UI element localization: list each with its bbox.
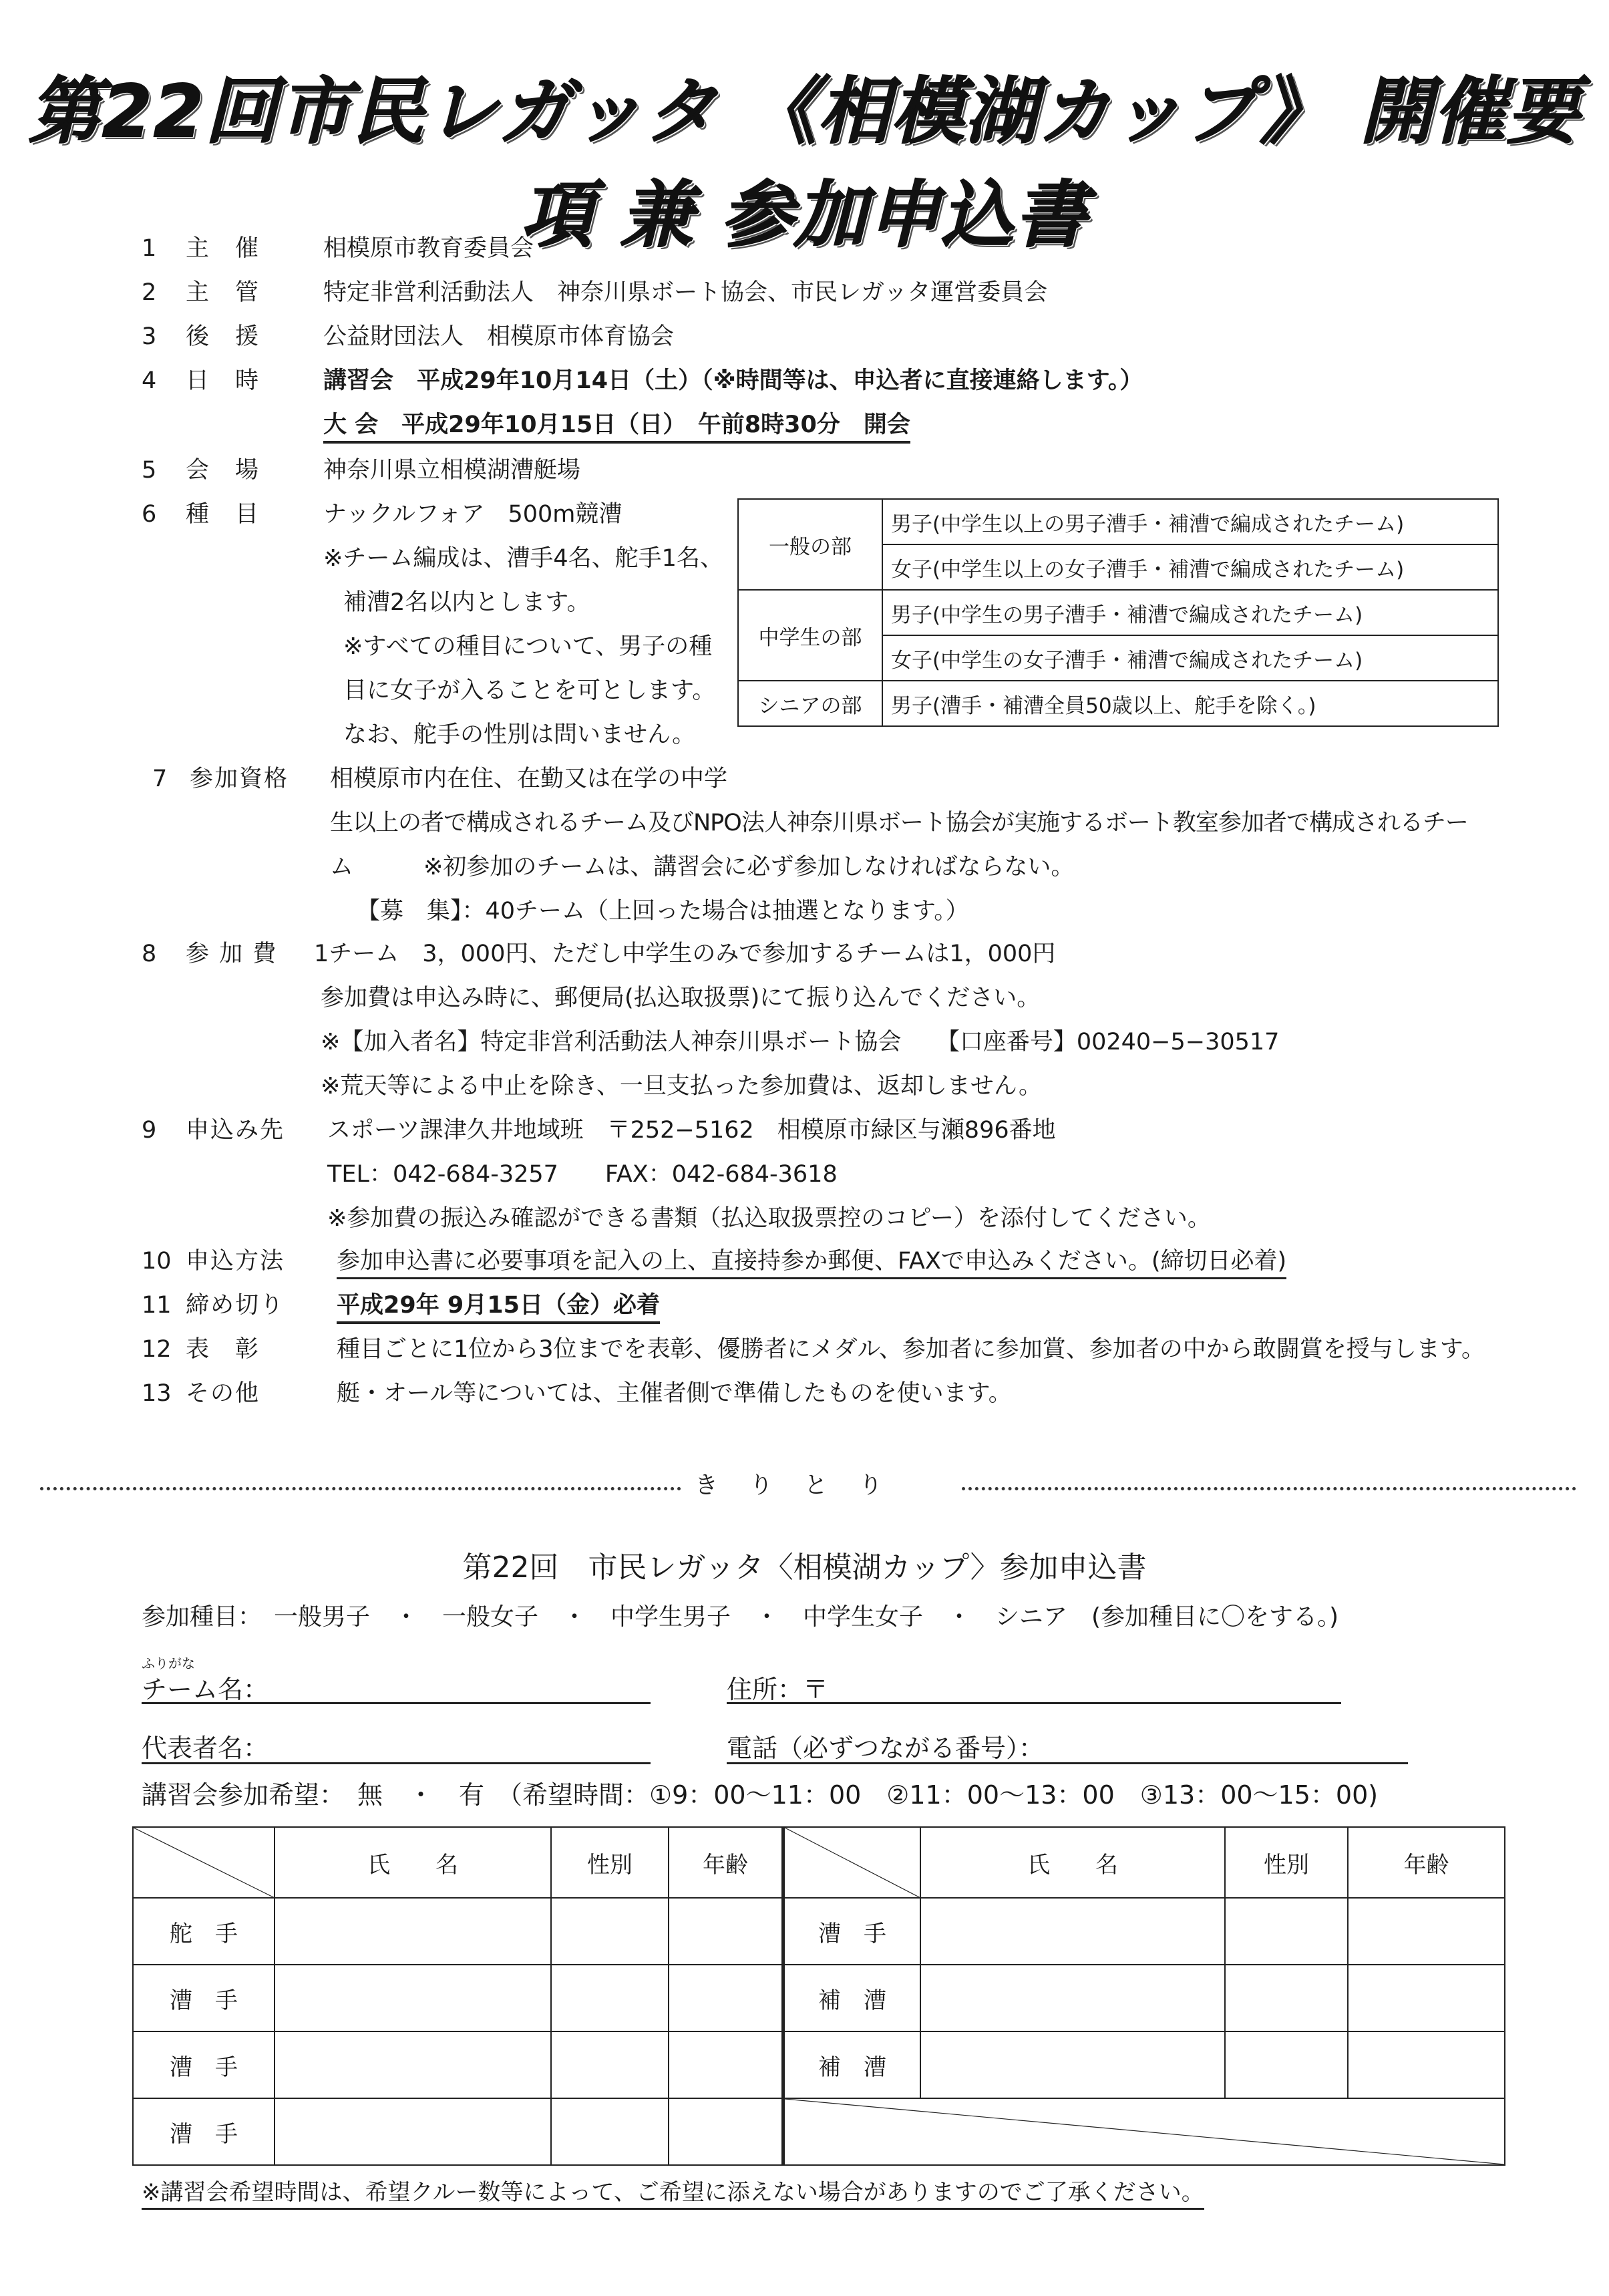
sex-input-cell[interactable] xyxy=(551,2031,669,2098)
role-cell: 補 漕 xyxy=(783,1965,921,2031)
header-name: 氏 名 xyxy=(275,1827,551,1898)
name-input-cell[interactable] xyxy=(920,2031,1225,2098)
unused-cell xyxy=(783,2098,1505,2165)
section-label: 参加資格 xyxy=(190,766,289,792)
events-selection[interactable]: 参加種目： 一般男子 ・ 一般女子 ・ 中学生男子 ・ 中学生女子 ・ シニア (参加種目に〇をする。) xyxy=(142,1603,1339,1631)
sex-input-cell[interactable] xyxy=(551,1898,669,1965)
contact-line: TEL：042-684-3257 FAX：042-684-3618 xyxy=(327,1161,838,1188)
section-number: 12 xyxy=(142,1336,172,1363)
representative-label: 代表者名： xyxy=(142,1734,269,1763)
section-label: 会 場 xyxy=(186,457,260,484)
cut-line-label: き り と り xyxy=(695,1472,887,1499)
name-input-cell[interactable] xyxy=(920,1898,1225,1965)
age-input-cell[interactable] xyxy=(669,2031,783,2098)
role-cell: 舵 手 xyxy=(133,1898,275,1965)
team-name-field[interactable] xyxy=(142,1702,651,1704)
fee-line: 参加費は申込み時に、郵便局(払込取扱票)にて振り込んでください。 xyxy=(321,985,1041,1011)
age-input-cell[interactable] xyxy=(1348,1965,1505,2031)
header-sex: 性別 xyxy=(1225,1827,1348,1898)
sex-input-cell[interactable] xyxy=(551,2098,669,2165)
age-input-cell[interactable] xyxy=(1348,2031,1505,2098)
lecture-date: 講習会 平成29年10月14日（土）（※時間等は、申込者に直接連絡します。） xyxy=(323,367,1143,394)
category-male: 男子(中学生以上の男子漕手・補漕で編成されたチーム) xyxy=(882,499,1498,544)
section-text: 特定非営利活動法人 神奈川県ボート協会、市民レガッタ運営委員会 xyxy=(323,279,1048,306)
phone-label: 電話（必ずつながる番号）： xyxy=(727,1734,1045,1763)
form-title: 第22回 市民レガッタ〈相模湖カップ〉参加申込書 xyxy=(462,1550,1147,1585)
recruitment-line: 【募 集】：40チーム（上回った場合は抽選となります。） xyxy=(357,898,969,925)
name-input-cell[interactable] xyxy=(920,1965,1225,2031)
representative-field[interactable] xyxy=(142,1762,651,1764)
header-age: 年齢 xyxy=(669,1827,783,1898)
section-number: 13 xyxy=(142,1380,172,1407)
section-text: 相模原市教育委員会 xyxy=(323,235,534,262)
eligibility-line: ム ※初参加のチームは、講習会に必ず参加しなければならない。 xyxy=(330,854,1075,880)
sex-input-cell[interactable] xyxy=(1225,1898,1348,1965)
section-number: 6 xyxy=(142,501,157,528)
cut-line-right xyxy=(962,1487,1576,1490)
section-label: 表 彰 xyxy=(186,1336,260,1363)
age-input-cell[interactable] xyxy=(669,1965,783,2031)
age-input-cell[interactable] xyxy=(669,1898,783,1965)
event-line: ※チーム編成は、漕手4名、舵手1名、 xyxy=(323,545,723,572)
fee-line: ※【加入者名】特定非営利活動法人神奈川県ボート協会 【口座番号】00240−5−30517 xyxy=(321,1029,1280,1055)
section-text: 艇・オール等については、主催者側で準備したものを使います。 xyxy=(337,1380,1012,1407)
header-sex: 性別 xyxy=(551,1827,669,1898)
section-number: 5 xyxy=(142,457,157,484)
diagonal-line xyxy=(134,1828,274,1897)
section-number: 2 xyxy=(142,279,157,306)
age-input-cell[interactable] xyxy=(669,2098,783,2165)
corner-cell xyxy=(133,1827,275,1898)
sex-input-cell[interactable] xyxy=(551,1965,669,2031)
section-label: 日 時 xyxy=(186,367,260,394)
category-male: 男子(中学生の男子漕手・補漕で編成されたチーム) xyxy=(882,590,1498,635)
section-label: 主 催 xyxy=(186,235,260,262)
lecture-note: ※講習会希望時間は、希望クルー数等によって、ご希望に添えない場合がありますのでご了承ください。 xyxy=(142,2174,1204,2210)
role-cell: 漕 手 xyxy=(133,2098,275,2165)
name-input-cell[interactable] xyxy=(275,2031,551,2098)
section-number: 11 xyxy=(142,1292,172,1319)
section-number: 4 xyxy=(142,367,157,394)
category-male: 男子(漕手・補漕全員50歳以上、舵手を除く。) xyxy=(882,681,1498,726)
section-number: 8 xyxy=(142,941,157,967)
section-text: 公益財団法人 相模原市体育協会 xyxy=(323,323,675,350)
phone-field[interactable] xyxy=(727,1762,1408,1764)
event-line: 目に女子が入ることを可とします。 xyxy=(343,677,716,704)
section-label: 申込方法 xyxy=(186,1248,285,1275)
tournament-date: 大 会 平成29年10月15日（日） 午前8時30分 開会 xyxy=(323,410,910,444)
name-input-cell[interactable] xyxy=(275,2098,551,2165)
page-title: 第22回市民レガッタ 《相模湖カップ》 開催要項 兼 参加申込書 xyxy=(28,70,1581,257)
section-label: その他 xyxy=(186,1380,260,1407)
section-text: 神奈川県立相模湖漕艇場 xyxy=(323,457,581,484)
diagonal-line xyxy=(785,2099,1504,2164)
furigana-label: ふりがな xyxy=(142,1655,195,1671)
sex-input-cell[interactable] xyxy=(1225,2031,1348,2098)
section-label: 後 援 xyxy=(186,323,260,350)
section-label: 申込み先 xyxy=(186,1117,285,1144)
name-input-cell[interactable] xyxy=(275,1965,551,2031)
fee-line: 1チーム 3，000円、ただし中学生のみで参加するチームは1，000円 xyxy=(314,941,1056,967)
eligibility-line: 相模原市内在住、在勤又は在学の中学 xyxy=(330,766,728,792)
cut-line-left xyxy=(40,1487,681,1490)
age-input-cell[interactable] xyxy=(1348,1898,1505,1965)
section-text: 種目ごとに1位から3位までを表彰、優勝者にメダル、参加者に参加賞、参加者の中から敢闘賞を授与します。 xyxy=(337,1336,1485,1363)
sex-input-cell[interactable] xyxy=(1225,1965,1348,2031)
fee-line: ※荒天等による中止を除き、一旦支払った参加費は、返却しません。 xyxy=(321,1073,1043,1100)
category-female: 女子(中学生以上の女子漕手・補漕で編成されたチーム) xyxy=(882,544,1498,590)
category-group: 中学生の部 xyxy=(738,590,882,681)
deadline-text: 平成29年 9月15日（金）必着 xyxy=(337,1291,660,1324)
lecture-preference[interactable]: 講習会参加希望： 無 ・ 有 （希望時間：①9：00〜11：00 ②11：00〜13：00 ③13：00〜15：00) xyxy=(142,1780,1379,1810)
roster-table xyxy=(132,1826,1505,2166)
section-label: 参 加 費 xyxy=(186,941,278,967)
header-age: 年齢 xyxy=(1348,1827,1505,1898)
section-label: 主 管 xyxy=(186,279,260,306)
eligibility-line: 生以上の者で構成されるチーム及びNPO法人神奈川県ボート協会が実施するボート教室参加者で構成されるチー xyxy=(330,810,1468,836)
header-name: 氏 名 xyxy=(920,1827,1225,1898)
section-number: 9 xyxy=(142,1117,157,1144)
event-line: ※すべての種目について、男子の種 xyxy=(343,633,713,660)
role-cell: 漕 手 xyxy=(133,1965,275,2031)
role-cell: 漕 手 xyxy=(133,2031,275,2098)
section-label: 種 目 xyxy=(186,501,260,528)
event-line: 補漕2名以内とします。 xyxy=(343,589,590,616)
contact-line: スポーツ課津久井地域班 〒252−5162 相模原市緑区与瀬896番地 xyxy=(327,1117,1056,1144)
team-name-label: チーム名： xyxy=(142,1675,269,1704)
role-cell: 漕 手 xyxy=(783,1898,921,1965)
category-table xyxy=(737,498,1499,727)
section-number: 7 xyxy=(152,766,168,792)
role-cell: 補 漕 xyxy=(783,2031,921,2098)
section-number: 1 xyxy=(142,235,157,262)
category-group: シニアの部 xyxy=(738,681,882,726)
contact-line: ※参加費の振込み確認ができる書類（払込取扱票控のコピー）を添付してください。 xyxy=(327,1205,1211,1232)
event-line: なお、舵手の性別は問いません。 xyxy=(343,721,696,748)
address-field[interactable] xyxy=(727,1702,1341,1704)
event-line: ナックルフォア 500m競漕 xyxy=(323,501,622,528)
category-group: 一般の部 xyxy=(738,499,882,590)
address-label: 住所：〒 xyxy=(727,1675,829,1704)
section-number: 3 xyxy=(142,323,157,350)
name-input-cell[interactable] xyxy=(275,1898,551,1965)
corner-cell xyxy=(783,1827,921,1898)
section-number: 10 xyxy=(142,1248,172,1275)
section-text: 参加申込書に必要事項を記入の上、直接持参か郵便、FAXで申込みください。(締切日必着) xyxy=(337,1247,1286,1279)
category-female: 女子(中学生の女子漕手・補漕で編成されたチーム) xyxy=(882,635,1498,681)
diagonal-line xyxy=(785,1828,920,1897)
section-label: 締め切り xyxy=(186,1292,285,1319)
